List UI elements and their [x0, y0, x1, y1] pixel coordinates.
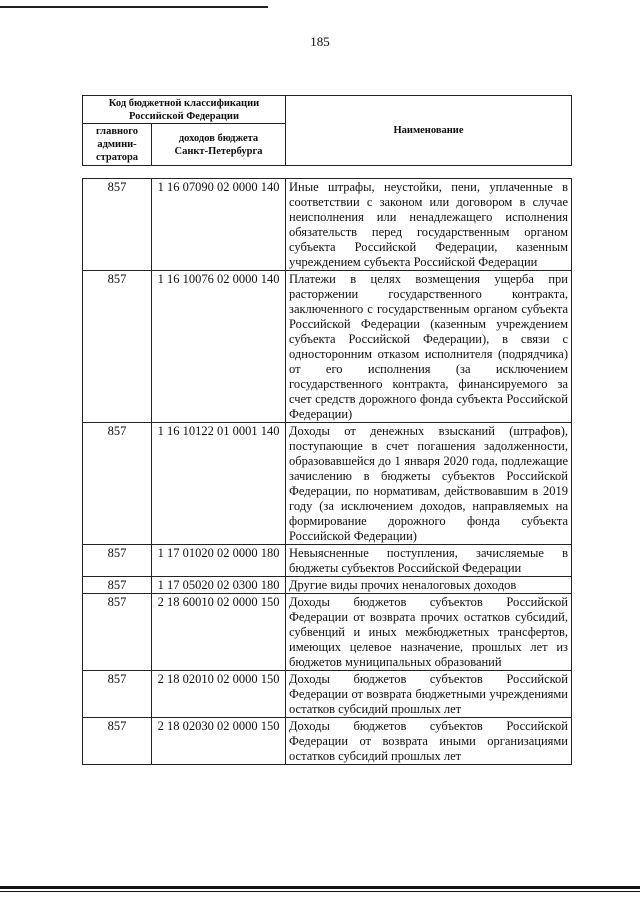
table-row: [83, 594, 572, 671]
income-code-cell: 2 18 60010 02 0000 150: [152, 594, 286, 671]
admin-code-cell: 857: [83, 179, 152, 271]
data-table: [82, 178, 572, 765]
income-code-cell: 1 16 10076 02 0000 140: [152, 271, 286, 423]
page-number: 185: [310, 34, 330, 49]
table-row: [83, 577, 572, 594]
admin-code-cell: 857: [83, 718, 152, 765]
income-name-cell: Невыясненные поступления, зачисляемые в бюджеты субъектов Российской Федерации: [286, 545, 572, 577]
admin-code-cell: 857: [83, 423, 152, 545]
table-row: [83, 179, 572, 271]
admin-code-cell: 857: [83, 671, 152, 718]
income-code-cell: 1 16 10122 01 0001 140: [152, 423, 286, 545]
income-name-cell: Доходы бюджетов субъектов Российской Федерации от возврата бюджетными учреждениями остатков субсидий прошлых лет: [286, 671, 572, 718]
admin-code-cell: 857: [83, 577, 152, 594]
income-code-cell: 1 16 07090 02 0000 140: [152, 179, 286, 271]
header-table: [82, 95, 572, 166]
income-name-cell: Иные штрафы, неустойки, пени, уплаченные в соответствии с законом или договором в случае неисполнения или ненадлежащего исполнения обязательств перед государственным органом субъекта Российской Федерации, казенным учреждением субъекта Российской Федерации: [286, 179, 572, 271]
header-col-name: Наименование: [286, 96, 572, 166]
table-row: [83, 718, 572, 765]
table-row: [83, 423, 572, 545]
income-code-cell: 2 18 02010 02 0000 150: [152, 671, 286, 718]
income-name-cell: Другие виды прочих неналоговых доходов: [286, 577, 572, 594]
admin-code-cell: 857: [83, 271, 152, 423]
table-body: [83, 179, 572, 765]
income-name-cell: Доходы бюджетов субъектов Российской Федерации от возврата иными организациями остатков субсидий прошлых лет: [286, 718, 572, 765]
income-name-cell: Доходы бюджетов субъектов Российской Федерации от возврата прочих остатков субсидий, субвенций и иных межбюджетных трансфертов, имеющих целевое назначение, прошлых лет из бюджетов муниципальных образований: [286, 594, 572, 671]
admin-code-cell: 857: [83, 594, 152, 671]
admin-code-cell: 857: [83, 545, 152, 577]
header-col-income: доходов бюджета Санкт-Петербурга: [152, 124, 286, 166]
bottom-rule-thin: [0, 891, 640, 892]
header-col-admin: главного админи-стратора: [83, 124, 152, 166]
income-name-cell: Платежи в целях возмещения ущерба при расторжении государственного контракта, заключенного с государственным органом субъекта Российской Федерации (казенным учреждением субъекта Российской Федерации), в связи с односторонним отказом исполнителя (подрядчика) от его исполнения (за исключением государственного контракта, финансируемого за счет средств дорожного фонда субъекта Российской Федерации): [286, 271, 572, 423]
bottom-rule-thick: [0, 886, 640, 889]
table-row: [83, 545, 572, 577]
table-row: [83, 271, 572, 423]
income-code-cell: 1 17 05020 02 0300 180: [152, 577, 286, 594]
table-row: [83, 671, 572, 718]
header-group-title: Код бюджетной классификации Российской Федерации: [83, 96, 286, 124]
top-rule: [0, 6, 268, 8]
income-name-cell: Доходы от денежных взысканий (штрафов), поступающие в счет погашения задолженности, образовавшейся до 1 января 2020 года, подлежащие зачислению в бюджеты субъектов Российской Федерации, по нормативам, действовавшим в 2019 году (за исключением доходов, направляемых на формирование дорожного фонда субъекта Российской Федерации): [286, 423, 572, 545]
income-code-cell: 2 18 02030 02 0000 150: [152, 718, 286, 765]
income-code-cell: 1 17 01020 02 0000 180: [152, 545, 286, 577]
